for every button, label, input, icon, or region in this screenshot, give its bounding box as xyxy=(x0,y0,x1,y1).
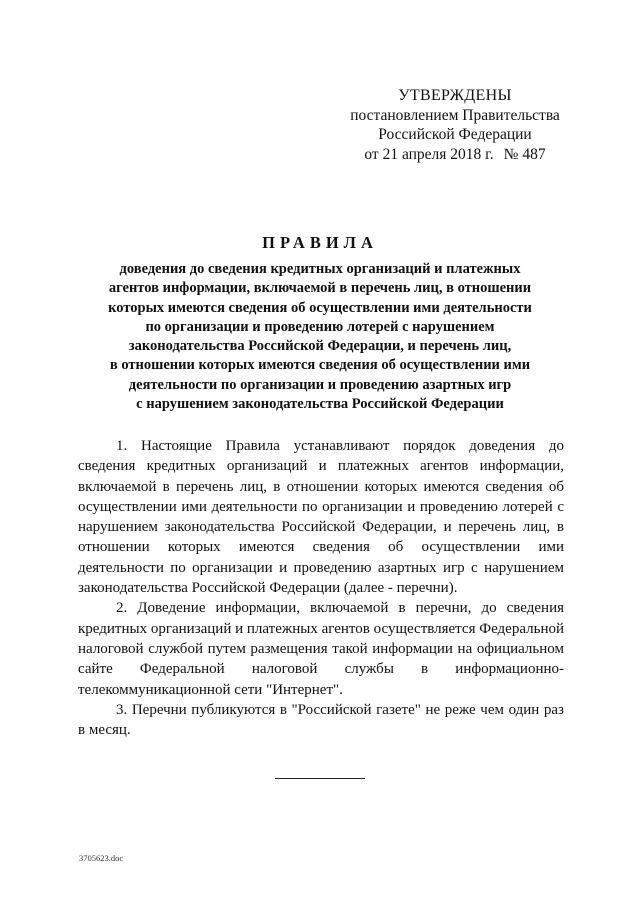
document-body xyxy=(78,436,564,740)
approval-date-line xyxy=(330,145,580,165)
approval-heading: УТВЕРЖДЕНЫ xyxy=(398,87,512,104)
body-paragraph: 3. Перечни публикуются в "Российской газете" не реже чем один раз в месяц. xyxy=(78,701,564,739)
subtitle-line: по организации и проведению лотерей с нарушением xyxy=(145,318,495,335)
subtitle-line: агентов информации, включаемой в перечень лиц, в отношении xyxy=(108,280,532,297)
document-subtitle xyxy=(80,260,560,414)
end-divider xyxy=(275,778,365,779)
approval-line: постановлением Правительства xyxy=(350,106,560,124)
body-paragraph: 2. Доведение информации, включаемой в перечни, до сведения кредитных организаций и платежных агентов осуществляется Федеральной налоговой службой путем размещения такой информации на официальном сайте Федеральной налоговой службы в информационно-телекоммуникационной сети "Интернет". xyxy=(78,600,564,698)
document-reference: 3705623.doc xyxy=(79,853,124,863)
approval-date: от 21 апреля 2018 г. xyxy=(364,145,494,163)
approval-line: Российской Федерации xyxy=(378,126,532,143)
subtitle-line: в отношении которых имеются сведения об осуществлении ими xyxy=(109,357,531,374)
subtitle-line: которых имеются сведения об осуществлении ими деятельности xyxy=(108,299,532,316)
subtitle-line: доведения до сведения кредитных организаций и платежных xyxy=(119,261,521,277)
approval-number: № 487 xyxy=(503,145,546,163)
approval-block xyxy=(330,86,580,164)
document-title: ПРАВИЛА xyxy=(262,233,378,252)
subtitle-line: законодательства Российской Федерации, и перечень лиц, xyxy=(128,338,512,355)
subtitle-line: с нарушением законодательства Российской Федерации xyxy=(136,396,504,413)
subtitle-line: деятельности по организации и проведению азартных игр xyxy=(128,376,512,393)
body-paragraph: 1. Настоящие Правила устанавливают порядок доведения до сведения кредитных организаций и платежных агентов информации, включаемой в перечень лиц, в отношении которых имеются сведения об осуществлении ими деятельности по организации и проведению лотерей с нарушением законодательства Российской Федерации, и перечень лиц, в отношении которых имеются сведения об осуществлении ими деятельности по организации и проведению азартных игр с нарушением законодательства Российской Федерации (далее - перечни). xyxy=(78,438,564,597)
